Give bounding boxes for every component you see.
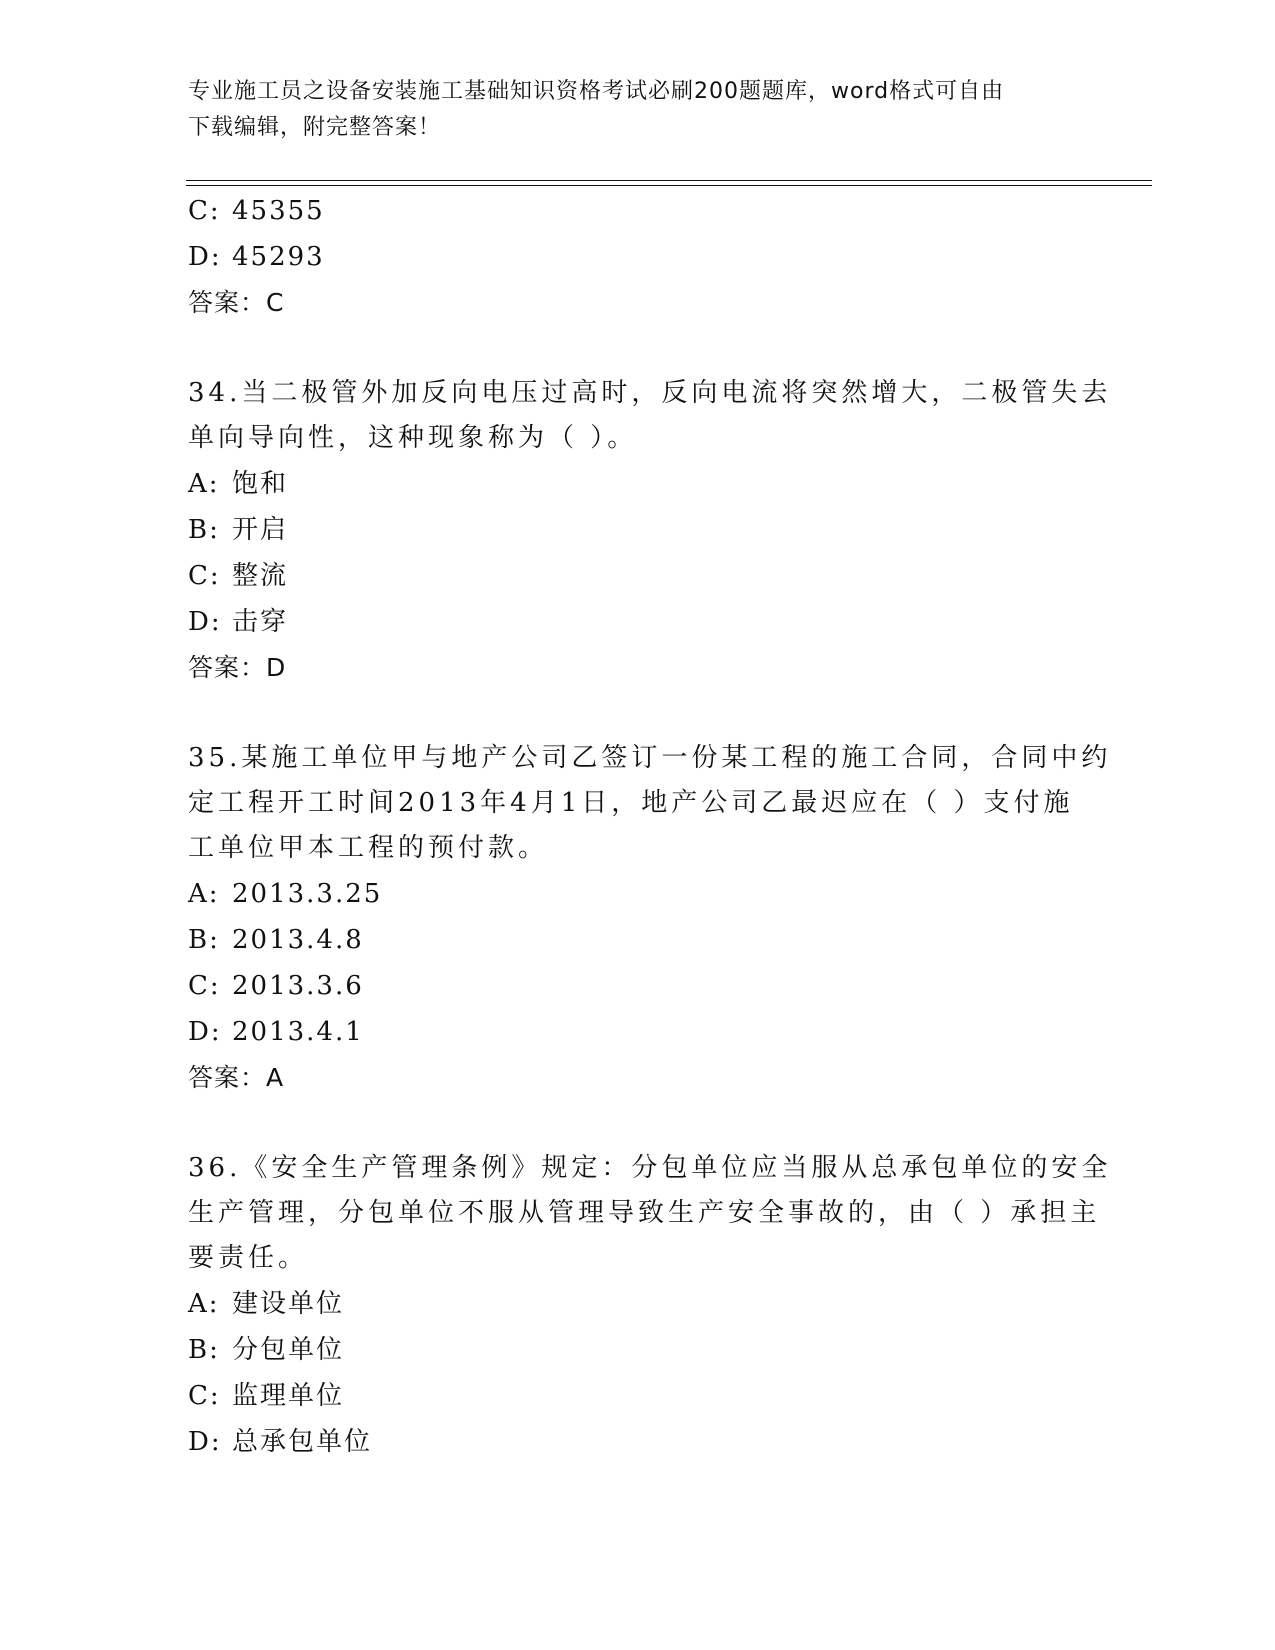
option-d: D: 45293	[188, 242, 325, 272]
question-content	[188, 188, 1112, 1465]
question-text-line: 单向导向性，这种现象称为（ ）。	[188, 423, 638, 453]
header-rule-top	[186, 180, 1152, 181]
question-34	[188, 371, 1112, 691]
option-c: C: 45355	[188, 196, 325, 226]
question-text-line: 工单位甲本工程的预付款。	[188, 833, 549, 863]
option-c: C: 整流	[188, 561, 289, 591]
previous-question	[188, 188, 1088, 326]
question-35	[188, 736, 1112, 1101]
question-text-line: 35.某施工单位甲与地产公司乙签订一份某工程的施工合同，合同中约	[188, 743, 1112, 773]
header-line-2: 下载编辑，附完整答案！	[188, 115, 442, 140]
header-line-1: 专业施工员之设备安装施工基础知识资格考试必刷200题题库，word格式可自由	[188, 79, 1005, 104]
question-text-line: 36.《安全生产管理条例》规定：分包单位应当服从总承包单位的安全	[188, 1153, 1112, 1183]
option-c: C: 2013.3.6	[188, 971, 364, 1001]
answer: 答案：A	[188, 1063, 285, 1092]
answer: 答案：D	[188, 653, 287, 682]
option-a: A: 2013.3.25	[188, 879, 383, 909]
question-text-line: 要责任。	[188, 1243, 309, 1273]
option-d: D: 击穿	[188, 607, 289, 637]
option-a: A: 饱和	[188, 469, 289, 499]
question-text-line: 定工程开工时间2013年4月1日，地产公司乙最迟应在（ ）支付施	[188, 788, 1074, 818]
option-d: D: 2013.4.1	[188, 1017, 364, 1047]
option-a: A: 建设单位	[188, 1289, 345, 1319]
question-text-line: 生产管理，分包单位不服从管理导致生产安全事故的，由（ ）承担主	[188, 1198, 1101, 1228]
document-header	[188, 74, 1068, 146]
option-c: C: 监理单位	[188, 1381, 345, 1411]
option-b: B: 2013.4.8	[188, 925, 364, 955]
answer: 答案：C	[188, 288, 285, 317]
question-text-line: 34.当二极管外加反向电压过高时，反向电流将突然增大，二极管失去	[188, 378, 1112, 408]
option-b: B: 开启	[188, 515, 289, 545]
question-36	[188, 1146, 1112, 1465]
header-rule-bottom	[186, 185, 1152, 186]
option-d: D: 总承包单位	[188, 1427, 373, 1457]
option-b: B: 分包单位	[188, 1335, 345, 1365]
